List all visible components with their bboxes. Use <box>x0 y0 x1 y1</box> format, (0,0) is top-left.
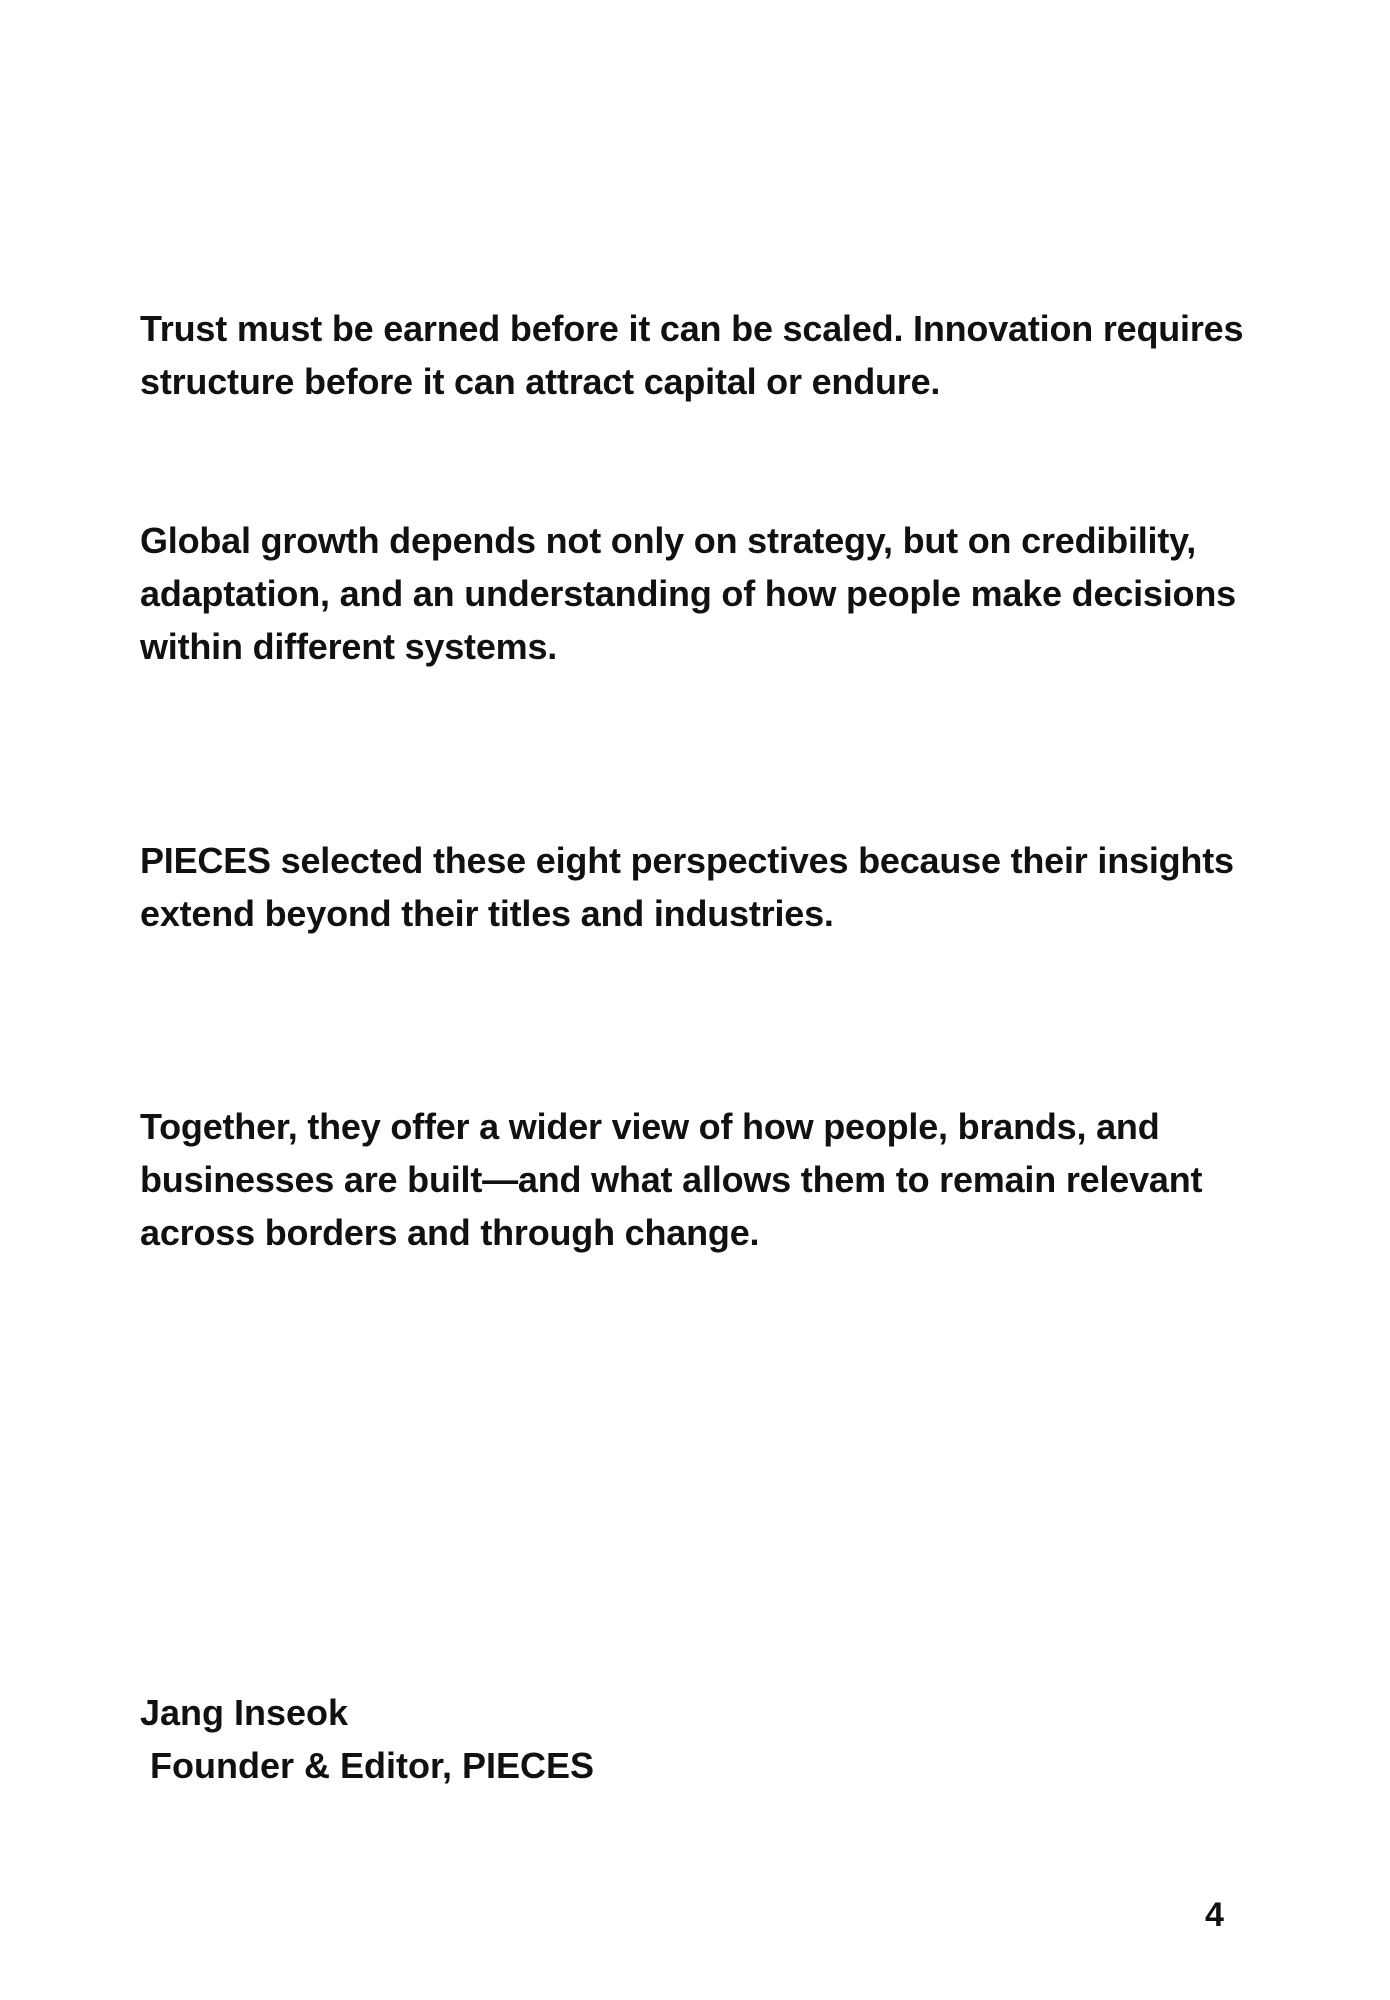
paragraph-global-growth <box>140 514 1270 673</box>
paragraph-together <box>140 1100 1270 1259</box>
paragraph-line: structure before it can attract capital or endure. <box>140 361 941 402</box>
page-number: 4 <box>1205 1896 1224 1934</box>
paragraph-perspectives <box>140 834 1270 940</box>
paragraph-line: Trust must be earned before it can be scaled. Innovation requires <box>140 308 1244 349</box>
paragraph-line: businesses are built—and what allows them to remain relevant <box>140 1159 1203 1200</box>
signature-name: Jang Inseok <box>140 1692 349 1733</box>
paragraph-line: adaptation, and an understanding of how people make decisions <box>140 573 1236 614</box>
signature-block <box>140 1686 594 1792</box>
paragraph-line: extend beyond their titles and industries. <box>140 893 834 934</box>
paragraph-trust <box>140 302 1270 408</box>
signature-role: Founder & Editor, PIECES <box>150 1745 595 1786</box>
paragraph-line: across borders and through change. <box>140 1212 760 1253</box>
paragraph-line: PIECES selected these eight perspectives because their insights <box>140 840 1234 881</box>
paragraph-line: Global growth depends not only on strategy, but on credibility, <box>140 520 1197 561</box>
paragraph-line: within different systems. <box>140 626 558 667</box>
paragraph-line: Together, they offer a wider view of how people, brands, and <box>140 1106 1160 1147</box>
